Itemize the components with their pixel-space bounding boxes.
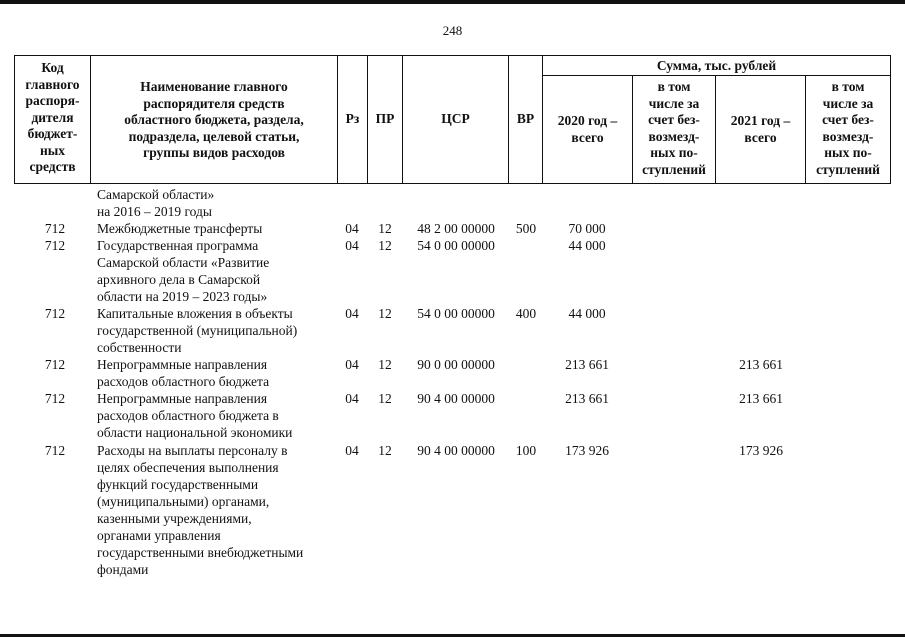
row-sum-2020: 70 000 [568,221,606,236]
row-rz: 04 [345,391,359,406]
row-code: 712 [44,238,66,253]
row-sum-2021: 213 661 [739,391,783,406]
row-csr: 90 0 00 00000 [417,357,495,372]
row-pr: 12 [378,238,392,253]
header-vr: ВР [516,111,535,126]
row-vr: 100 [515,443,537,458]
row-rz: 04 [345,221,359,236]
row-vr: 400 [515,306,537,321]
row-code: 712 [44,443,66,458]
header-sum: Сумма, тыс. рублей [656,58,777,73]
row-code: 712 [44,391,66,406]
header-2020-gratuitous: в том числе за счет без- возмезд- ных по- ступлений [642,79,706,177]
row-code: 712 [44,306,66,321]
row-pr: 12 [378,306,392,321]
row-pr: 12 [378,357,392,372]
row-rz: 04 [345,306,359,321]
row-name: Государственная программа Самарской области «Развитие архивного дела в Самарской области на 2019 – 2023 годы» [97,238,270,304]
header-2021-gratuitous: в том числе за счет без- возмезд- ных по- ступлений [816,79,880,177]
row-csr: 90 4 00 00000 [417,391,495,406]
row-code: 712 [44,221,66,236]
row-pr: 12 [378,391,392,406]
continuation-text: Самарской области» на 2016 – 2019 годы [97,187,215,219]
row-name: Непрограммные направления расходов областного бюджета в области национальной экономики [97,391,293,440]
row-name: Межбюджетные трансферты [97,221,263,236]
row-sum-2020: 213 661 [565,391,609,406]
row-csr: 90 4 00 00000 [417,443,495,458]
row-pr: 12 [378,443,392,458]
row-sum-2020: 44 000 [568,238,606,253]
header-rz: Рз [345,111,360,126]
row-code: 712 [44,357,66,372]
header-2021-total: 2021 год – всего [730,113,791,145]
row-rz: 04 [345,238,359,253]
row-csr: 54 0 00 00000 [417,306,495,321]
row-vr: 500 [515,221,537,236]
header-2020-total: 2020 год – всего [557,113,618,145]
row-name: Капитальные вложения в объекты государственной (муниципальной) собственности [97,306,298,355]
row-name: Непрограммные направления расходов областного бюджета [97,357,270,389]
bottom-border [0,634,905,637]
header-code: Код главного распоря- дителя бюджет- ных средств [25,60,80,174]
row-pr: 12 [378,221,392,236]
row-name: Расходы на выплаты персоналу в целях обеспечения выполнения функций государственными (муниципальными) органами, казенными учреждениями, органами управления государственными внебюджетными фондами [97,443,304,577]
header-csr: ЦСР [441,111,470,126]
row-csr: 48 2 00 00000 [417,221,495,236]
row-sum-2021: 213 661 [739,357,783,372]
page-number: 248 [442,23,463,38]
row-csr: 54 0 00 00000 [417,238,495,253]
row-sum-2020: 213 661 [565,357,609,372]
row-sum-2020: 44 000 [568,306,606,321]
row-rz: 04 [345,357,359,372]
row-rz: 04 [345,443,359,458]
row-sum-2021: 173 926 [739,443,783,458]
row-sum-2020: 173 926 [565,443,609,458]
header-name: Наименование главного распорядителя средств областного бюджета, раздела, подраздела, целевой статьи, группы видов расходов [124,79,304,160]
header-pr: ПР [375,111,395,126]
top-border [0,0,905,4]
